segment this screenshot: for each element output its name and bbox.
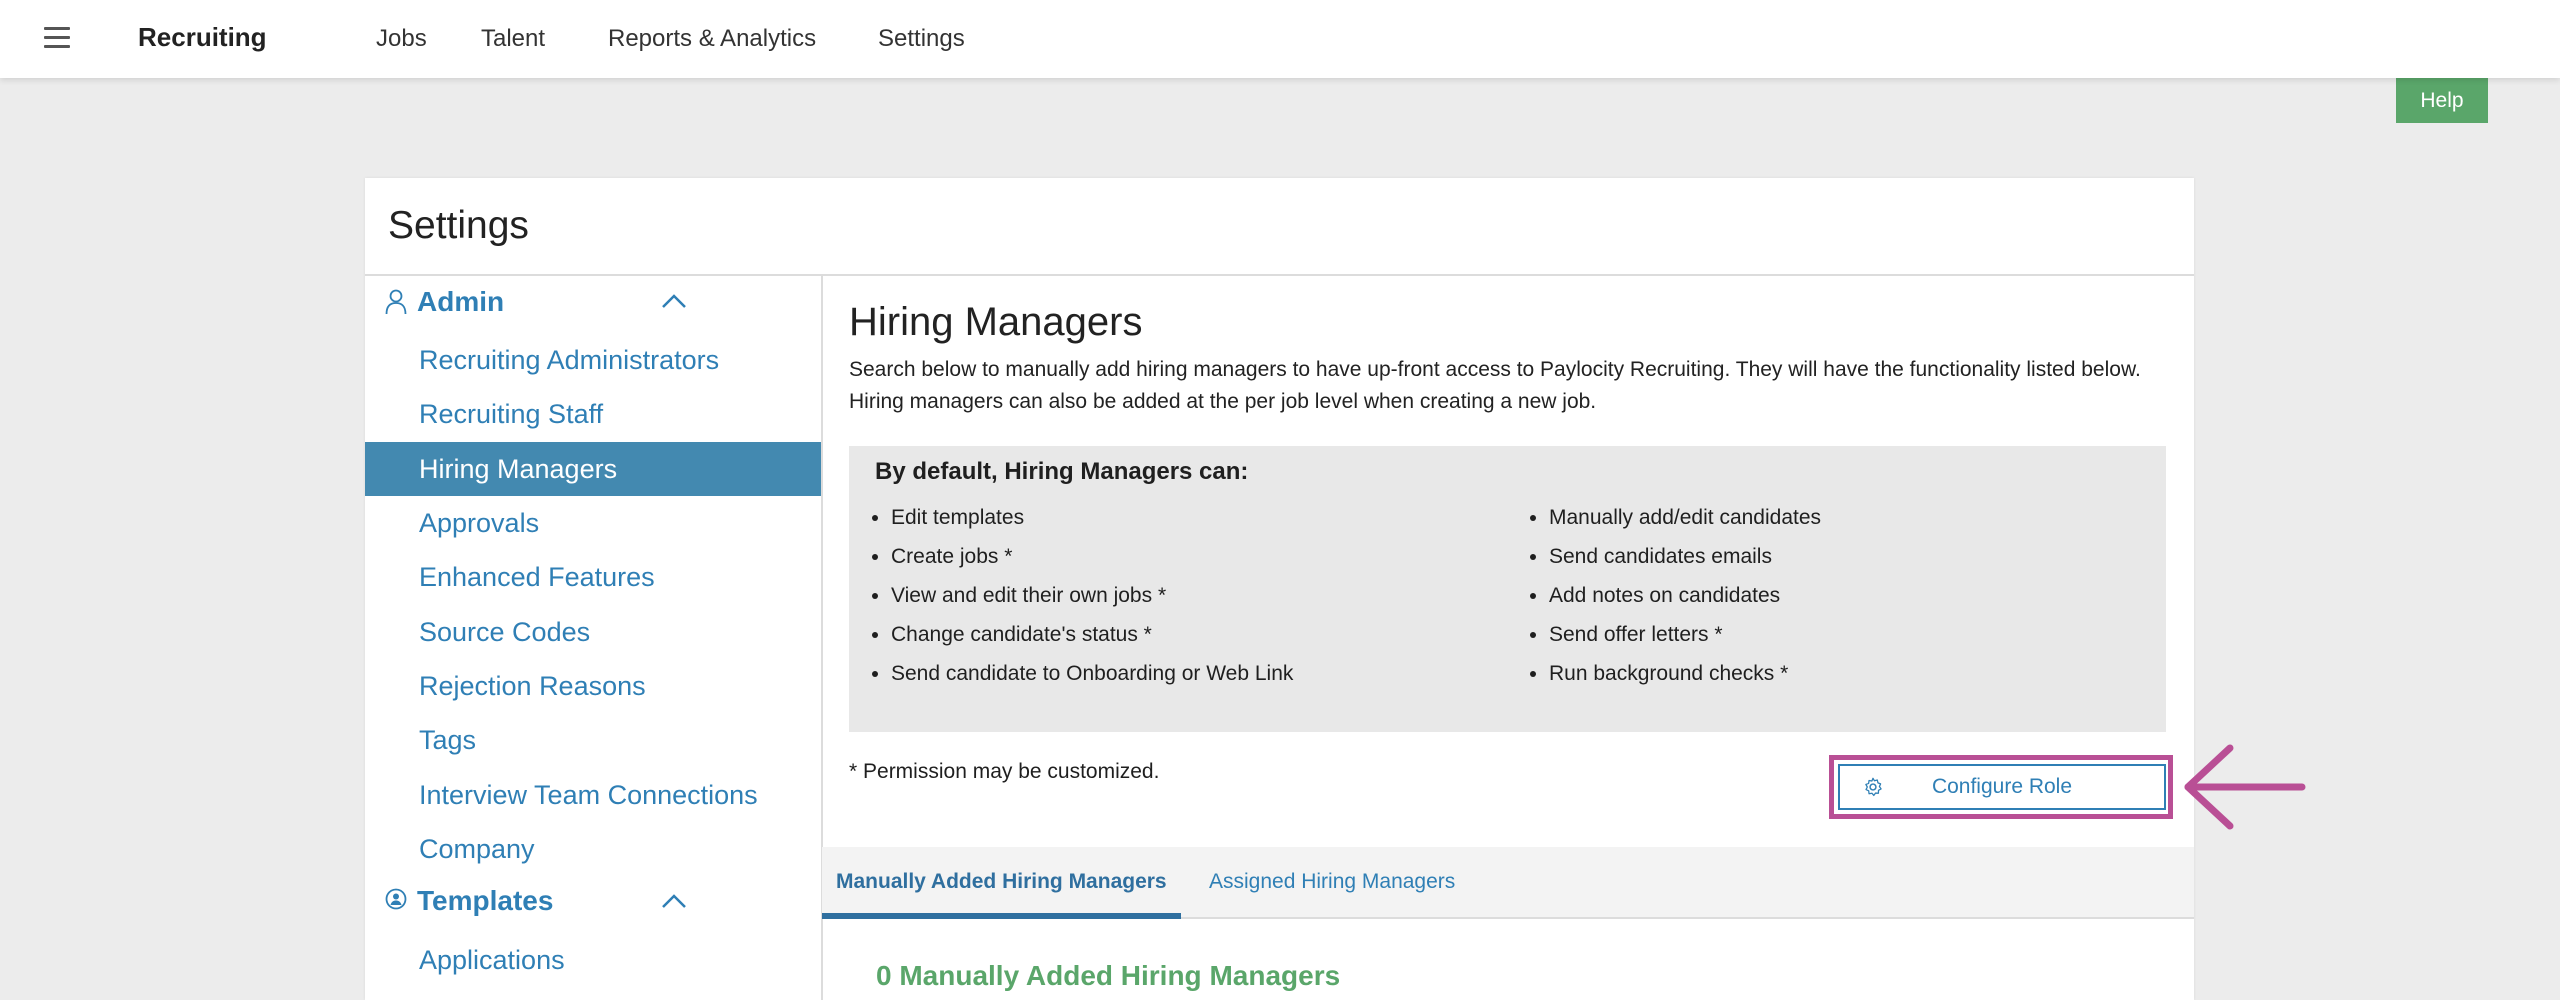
nav-talent[interactable]: Talent [481, 25, 546, 52]
nav-reports-analytics[interactable]: Reports & Analytics [608, 25, 817, 52]
sidebar-item-rejection-reasons[interactable]: Rejection Reasons [419, 671, 646, 701]
sidebar-item-applications[interactable]: Applications [419, 945, 565, 975]
permission-item: • Add notes on candidates [1549, 576, 1821, 615]
sidebar-section-label: Admin [417, 286, 505, 317]
section-title: Hiring Managers [849, 300, 1143, 344]
default-permissions-box [849, 446, 2166, 732]
permission-item: • Send offer letters * [1549, 615, 1821, 654]
sidebar-item-recruiting-administrators[interactable]: Recruiting Administrators [419, 345, 720, 375]
permission-item: • Manually add/edit candidates [1549, 498, 1821, 537]
description-line: Search below to manually add hiring managers to have up-front access to Paylocity Recruiting. They will have the functionality listed below. [849, 358, 2141, 381]
user-badge-icon [385, 888, 407, 914]
arrow-left-icon [2178, 742, 2308, 832]
sidebar-item-company[interactable]: Company [419, 834, 535, 864]
permissions-list-right [1507, 498, 1821, 693]
sidebar-section-templates[interactable] [385, 885, 553, 917]
tab-assigned-hiring-managers[interactable]: Assigned Hiring Managers [1209, 870, 1456, 893]
help-button[interactable]: Help [2396, 78, 2488, 123]
page-title: Settings [388, 204, 529, 247]
sidebar-item-enhanced-features[interactable]: Enhanced Features [419, 562, 655, 592]
permissions-heading: By default, Hiring Managers can: [875, 458, 1249, 485]
description-line: Hiring managers can also be added at the per job level when creating a new job. [849, 390, 1597, 413]
permissions-list-left [849, 498, 1293, 693]
section-description [849, 354, 2179, 418]
permission-item: • Create jobs * [891, 537, 1293, 576]
permission-item: • Edit templates [891, 498, 1293, 537]
sidebar-item-approvals[interactable]: Approvals [419, 508, 540, 538]
sidebar-item-hiring-managers[interactable]: Hiring Managers [365, 442, 822, 496]
permission-item: • Send candidate to Onboarding or Web Link [891, 654, 1293, 693]
hiring-managers-tabs [822, 847, 2194, 919]
active-tab-indicator [822, 913, 1181, 919]
permission-item: • Run background checks * [1549, 654, 1821, 693]
permission-item: • View and edit their own jobs * [891, 576, 1293, 615]
configure-role-button[interactable] [1838, 764, 2166, 810]
sidebar-item-interview-team-connections[interactable]: Interview Team Connections [419, 780, 758, 810]
top-navigation-bar [0, 0, 2560, 78]
chevron-up-icon[interactable] [661, 292, 687, 310]
sidebar-section-admin[interactable] [385, 286, 504, 318]
sidebar-item-tags[interactable]: Tags [419, 725, 477, 755]
nav-jobs[interactable]: Jobs [376, 25, 427, 52]
app-title: Recruiting [138, 22, 267, 52]
hamburger-menu-icon[interactable] [44, 27, 70, 49]
chevron-up-icon[interactable] [661, 892, 687, 910]
sidebar-item-recruiting-staff[interactable]: Recruiting Staff [419, 399, 604, 429]
sidebar-section-label: Templates [417, 885, 554, 916]
sidebar-item-source-codes[interactable]: Source Codes [419, 617, 591, 647]
permission-footnote: * Permission may be customized. [849, 760, 1160, 783]
gear-icon [1862, 776, 1884, 798]
manually-added-count-heading: 0 Manually Added Hiring Managers [876, 960, 1341, 991]
permission-item: • Send candidates emails [1549, 537, 1821, 576]
permission-item: • Change candidate's status * [891, 615, 1293, 654]
nav-settings[interactable]: Settings [878, 25, 965, 52]
tab-manually-added-hiring-managers[interactable]: Manually Added Hiring Managers [836, 870, 1167, 893]
person-icon [385, 289, 407, 315]
configure-role-label: Configure Role [1931, 775, 2073, 798]
